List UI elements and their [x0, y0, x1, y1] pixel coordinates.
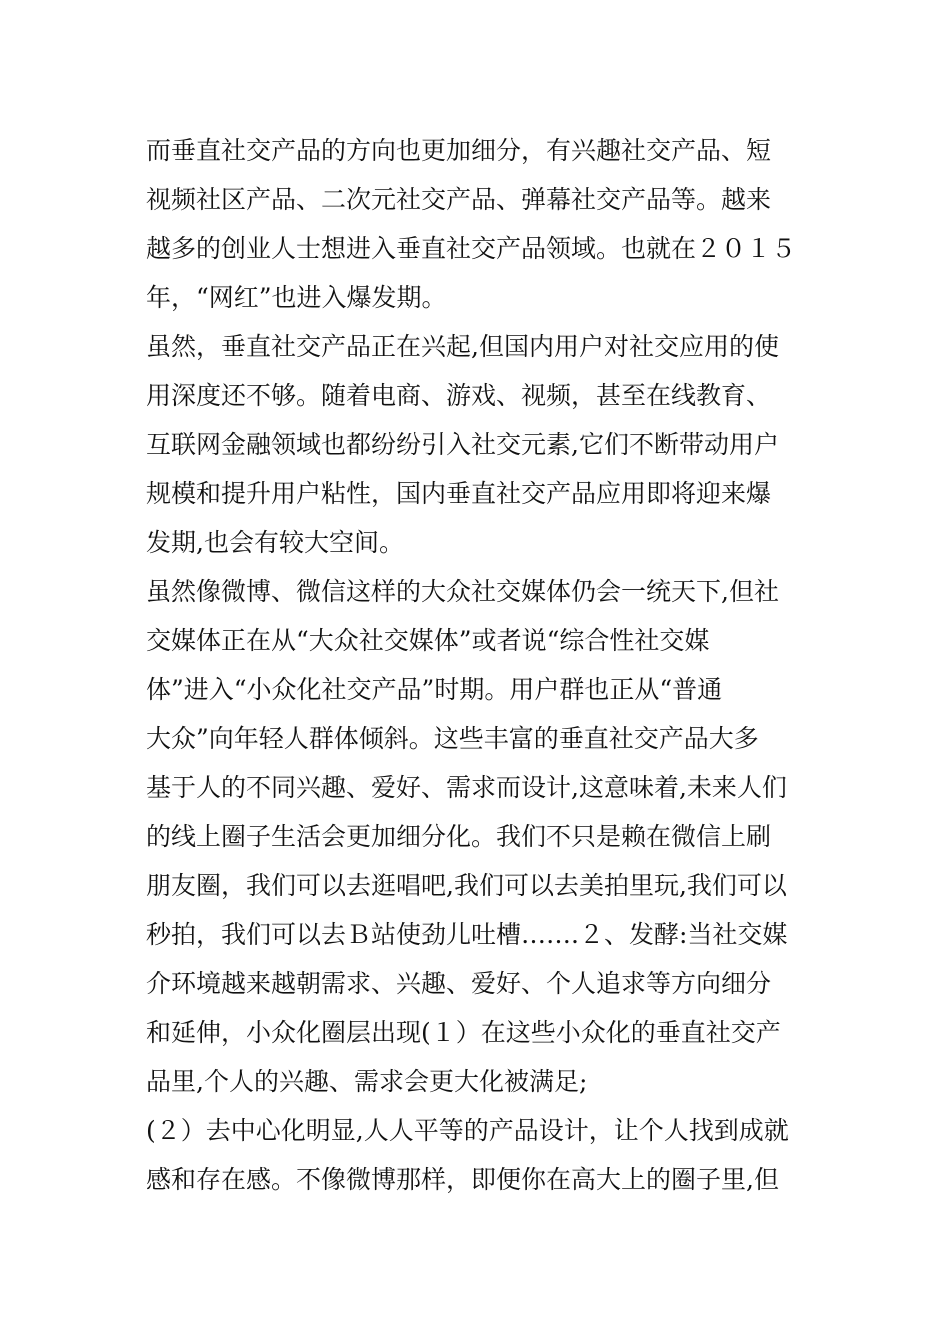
text-line: 交媒体正在从“大众社交媒体”或者说“综合性社交媒: [146, 626, 710, 655]
text-line: 虽然像微博、微信这样的大众社交媒体仍会一统天下,但社: [146, 577, 779, 606]
text-line: 用深度还不够。随着电商、游戏、视频，甚至在线教育、: [146, 381, 772, 410]
text-line: 的线上圈子生活会更加细分化。我们不只是赖在微信上刷: [146, 822, 772, 851]
text-line: 感和存在感。不像微博那样，即便你在高大上的圈子里,但: [146, 1165, 779, 1194]
text-line: 规模和提升用户粘性，国内垂直社交产品应用即将迎来爆: [146, 479, 772, 508]
text-line: 年，“网红”也进入爆发期。: [146, 283, 447, 312]
text-line: 品里,个人的兴趣、需求会更大化被满足;: [146, 1067, 588, 1096]
text-line: 秒拍，我们可以去Ｂ站使劲儿吐槽…….２、发酵:当社交媒: [146, 920, 788, 949]
text-line: (２）去中心化明显,人人平等的产品设计，让个人找到成就: [146, 1116, 789, 1145]
text-line: 基于人的不同兴趣、爱好、需求而设计,这意味着,未来人们: [146, 773, 787, 802]
text-line: 和延伸，小众化圈层出现(１）在这些小众化的垂直社交产: [146, 1018, 781, 1047]
document-body-text: [146, 126, 806, 1204]
text-line: 虽然，垂直社交产品正在兴起,但国内用户对社交应用的使: [146, 332, 779, 361]
text-line: 而垂直社交产品的方向也更加细分，有兴趣社交产品、短: [146, 136, 772, 165]
text-line: 介环境越来越朝需求、兴趣、爱好、个人追求等方向细分: [146, 969, 772, 998]
text-line: 越多的创业人士想进入垂直社交产品领域。也就在２０１５: [146, 234, 797, 263]
text-line: 互联网金融领域也都纷纷引入社交元素,它们不断带动用户: [146, 430, 779, 459]
text-line: 视频社区产品、二次元社交产品、弹幕社交产品等。越来: [146, 185, 772, 214]
text-line: 大众”向年轻人群体倾斜。这些丰富的垂直社交产品大多: [146, 724, 759, 753]
text-line: 体”进入“小众化社交产品”时期。用户群也正从“普通: [146, 675, 723, 704]
text-line: 发期,也会有较大空间。: [146, 528, 404, 557]
text-line: 朋友圈，我们可以去逛唱吧,我们可以去美拍里玩,我们可以: [146, 871, 787, 900]
